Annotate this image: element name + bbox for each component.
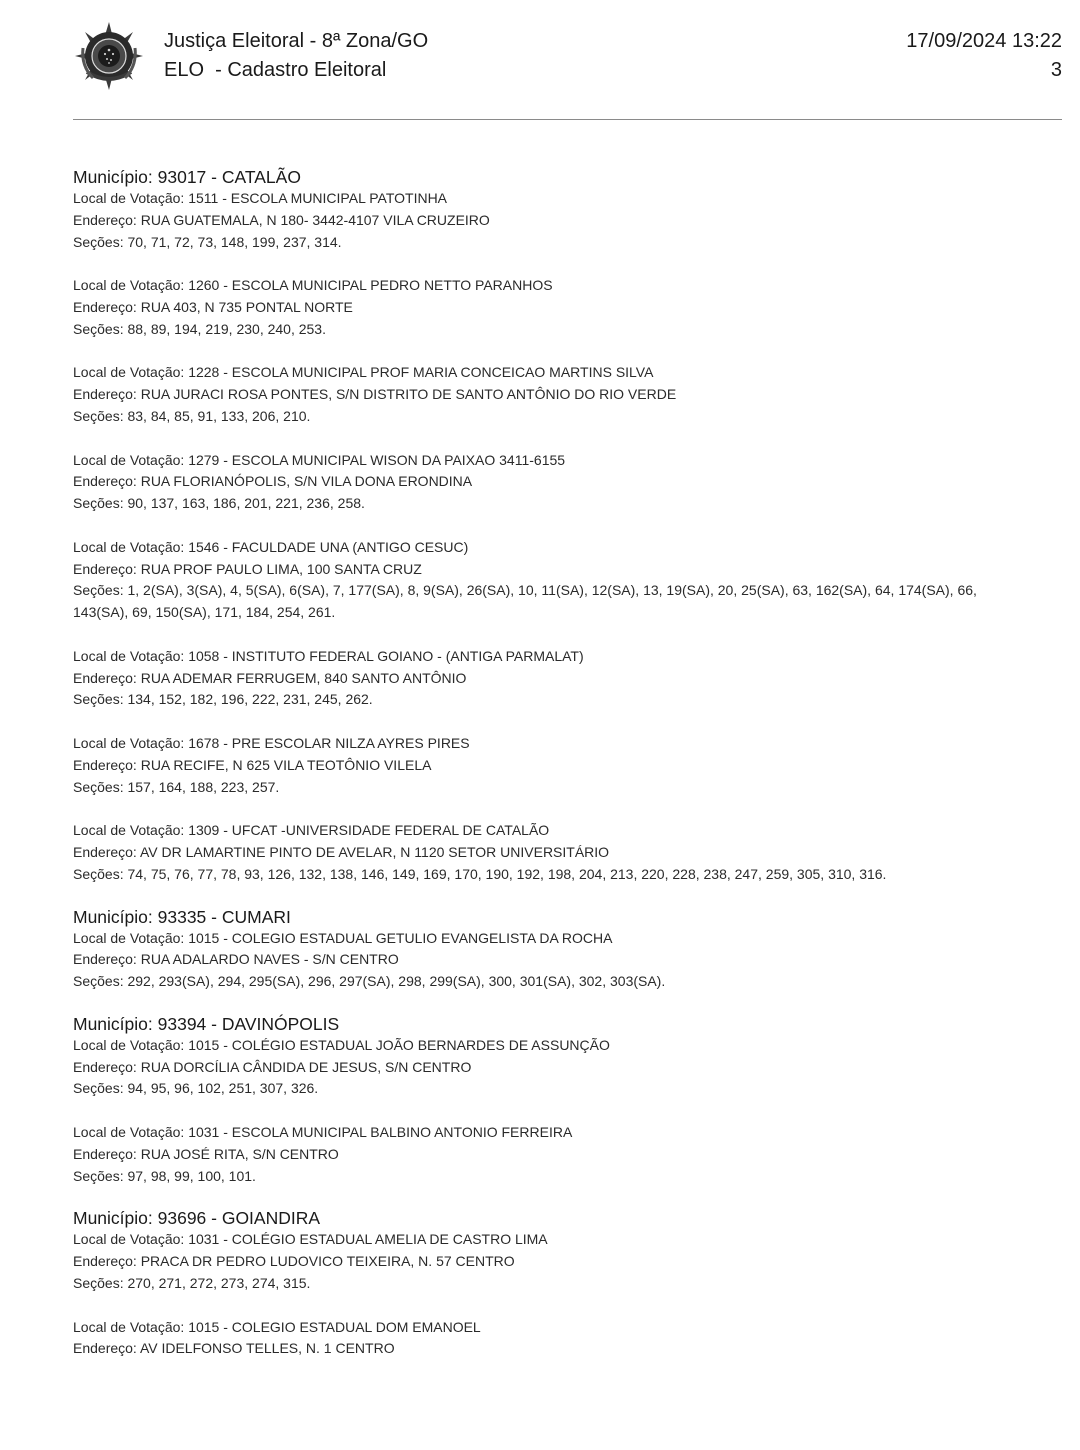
municipio-section xyxy=(73,166,1023,886)
local-name: Local de Votação: 1031 - ESCOLA MUNICIPAL BALBINO ANTONIO FERREIRA xyxy=(73,1124,573,1141)
local-sections: Seções: 134, 152, 182, 196, 222, 231, 245, 262. xyxy=(73,691,373,708)
local-address: Endereço: RUA RECIFE, N 625 VILA TEOTÔNIO VILELA xyxy=(73,756,432,773)
local-votacao-entry xyxy=(73,275,1023,340)
report-content xyxy=(73,166,1023,1360)
local-address: Endereço: RUA JURACI ROSA PONTES, S/N DISTRITO DE SANTO ANTÔNIO DO RIO VERDE xyxy=(73,386,677,403)
local-votacao-entry xyxy=(73,1229,1023,1294)
local-name: Local de Votação: 1015 - COLEGIO ESTADUAL GETULIO EVANGELISTA DA ROCHA xyxy=(73,929,613,946)
local-votacao-entry xyxy=(73,362,1023,427)
local-votacao-entry xyxy=(73,450,1023,515)
local-address: Endereço: RUA GUATEMALA, N 180- 3442-4107 VILA CRUZEIRO xyxy=(73,211,490,228)
local-address: Endereço: AV DR LAMARTINE PINTO DE AVELAR, N 1120 SETOR UNIVERSITÁRIO xyxy=(73,843,610,860)
local-votacao-entry xyxy=(73,1317,1023,1361)
municipio-title: Município: 93017 - CATALÃO xyxy=(73,167,301,187)
local-sections: Seções: 292, 293(SA), 294, 295(SA), 296, 297(SA), 298, 299(SA), 300, 301(SA), 302, 303(SA). xyxy=(73,973,666,990)
local-sections: Seções: 97, 98, 99, 100, 101. xyxy=(73,1167,256,1184)
local-address: Endereço: PRACA DR PEDRO LUDOVICO TEIXEIRA, N. 57 CENTRO xyxy=(73,1253,515,1270)
local-name: Local de Votação: 1228 - ESCOLA MUNICIPAL PROF MARIA CONCEICAO MARTINS SILVA xyxy=(73,364,654,381)
page-number: 3 xyxy=(1050,59,1062,81)
local-sections: Seções: 88, 89, 194, 219, 230, 240, 253. xyxy=(73,320,326,337)
local-sections: Seções: 270, 271, 272, 273, 274, 315. xyxy=(73,1275,311,1292)
municipio-section xyxy=(73,1013,1023,1188)
local-name: Local de Votação: 1546 - FACULDADE UNA (ANTIGO CESUC) xyxy=(73,538,469,555)
local-sections: Seções: 94, 95, 96, 102, 251, 307, 326. xyxy=(73,1080,319,1097)
local-address: Endereço: RUA FLORIANÓPOLIS, S/N VILA DONA ERONDINA xyxy=(73,473,473,490)
local-name: Local de Votação: 1678 - PRE ESCOLAR NILZA AYRES PIRES xyxy=(73,734,470,751)
local-sections: Seções: 70, 71, 72, 73, 148, 199, 237, 314. xyxy=(73,233,342,250)
municipio-title: Município: 93335 - CUMARI xyxy=(73,906,291,927)
header-subtitle: ELO - Cadastro Eleitoral xyxy=(164,59,387,81)
header-meta xyxy=(906,27,1062,85)
local-sections: Seções: 83, 84, 85, 91, 133, 206, 210. xyxy=(73,407,311,424)
local-sections: Seções: 1, 2(SA), 3(SA), 4, 5(SA), 6(SA), 7, 177(SA), 8, 9(SA), 26(SA), 10, 11(SA), 12(SA), 13, 19(SA), 20, 25(SA), 63, 162(SA), 64, 174(SA), 66, 143(SA), 69, 150(SA), 171, 184, 254, 261. xyxy=(73,582,977,621)
report-header xyxy=(0,0,1080,120)
local-sections: Seções: 74, 75, 76, 77, 78, 93, 126, 132, 138, 146, 149, 169, 170, 190, 192, 198, 204, 213, 220, 228, 238, 247, 259, 305, 310, 316. xyxy=(73,865,887,882)
local-votacao-entry xyxy=(73,1035,1023,1100)
local-votacao-entry xyxy=(73,733,1023,798)
local-address: Endereço: RUA JOSÉ RITA, S/N CENTRO xyxy=(73,1145,339,1162)
local-name: Local de Votação: 1260 - ESCOLA MUNICIPAL PEDRO NETTO PARANHOS xyxy=(73,277,553,294)
report-datetime: 17/09/2024 13:22 xyxy=(906,30,1062,52)
local-name: Local de Votação: 1279 - ESCOLA MUNICIPAL WISON DA PAIXAO 3411-6155 xyxy=(73,451,566,468)
local-name: Local de Votação: 1015 - COLEGIO ESTADUAL DOM EMANOEL xyxy=(73,1318,481,1335)
header-title: Justiça Eleitoral - 8ª Zona/GO xyxy=(164,30,429,52)
local-address: Endereço: RUA 403, N 735 PONTAL NORTE xyxy=(73,298,353,315)
local-address: Endereço: RUA DORCÍLIA CÂNDIDA DE JESUS, S/N CENTRO xyxy=(73,1058,472,1075)
local-votacao-entry xyxy=(73,928,1023,993)
local-sections: Seções: 90, 137, 163, 186, 201, 221, 236, 258. xyxy=(73,495,365,512)
municipio-section xyxy=(73,1207,1023,1360)
local-name: Local de Votação: 1015 - COLÉGIO ESTADUAL JOÃO BERNARDES DE ASSUNÇÃO xyxy=(73,1036,610,1053)
header-divider xyxy=(73,119,1062,120)
local-name: Local de Votação: 1031 - COLÉGIO ESTADUAL AMELIA DE CASTRO LIMA xyxy=(73,1231,548,1248)
coat-of-arms-emblem xyxy=(73,20,145,92)
municipio-title: Município: 93394 - DAVINÓPOLIS xyxy=(73,1013,340,1034)
local-address: Endereço: RUA PROF PAULO LIMA, 100 SANTA CRUZ xyxy=(73,560,422,577)
local-votacao-entry xyxy=(73,1122,1023,1187)
local-votacao-entry xyxy=(73,820,1023,885)
local-votacao-entry xyxy=(73,646,1023,711)
local-name: Local de Votação: 1309 - UFCAT -UNIVERSIDADE FEDERAL DE CATALÃO xyxy=(73,822,550,839)
local-address: Endereço: AV IDELFONSO TELLES, N. 1 CENTRO xyxy=(73,1340,395,1357)
local-name: Local de Votação: 1058 - INSTITUTO FEDERAL GOIANO - (ANTIGA PARMALAT) xyxy=(73,647,584,664)
local-votacao-entry xyxy=(73,188,1023,253)
local-address: Endereço: RUA ADEMAR FERRUGEM, 840 SANTO ANTÔNIO xyxy=(73,669,467,686)
header-title-block xyxy=(164,27,428,85)
local-address: Endereço: RUA ADALARDO NAVES - S/N CENTRO xyxy=(73,951,399,968)
municipio-section xyxy=(73,906,1023,993)
local-sections: Seções: 157, 164, 188, 223, 257. xyxy=(73,778,280,795)
local-votacao-entry xyxy=(73,537,1023,624)
local-name: Local de Votação: 1511 - ESCOLA MUNICIPAL PATOTINHA xyxy=(73,190,448,206)
municipio-title: Município: 93696 - GOIANDIRA xyxy=(73,1208,321,1229)
